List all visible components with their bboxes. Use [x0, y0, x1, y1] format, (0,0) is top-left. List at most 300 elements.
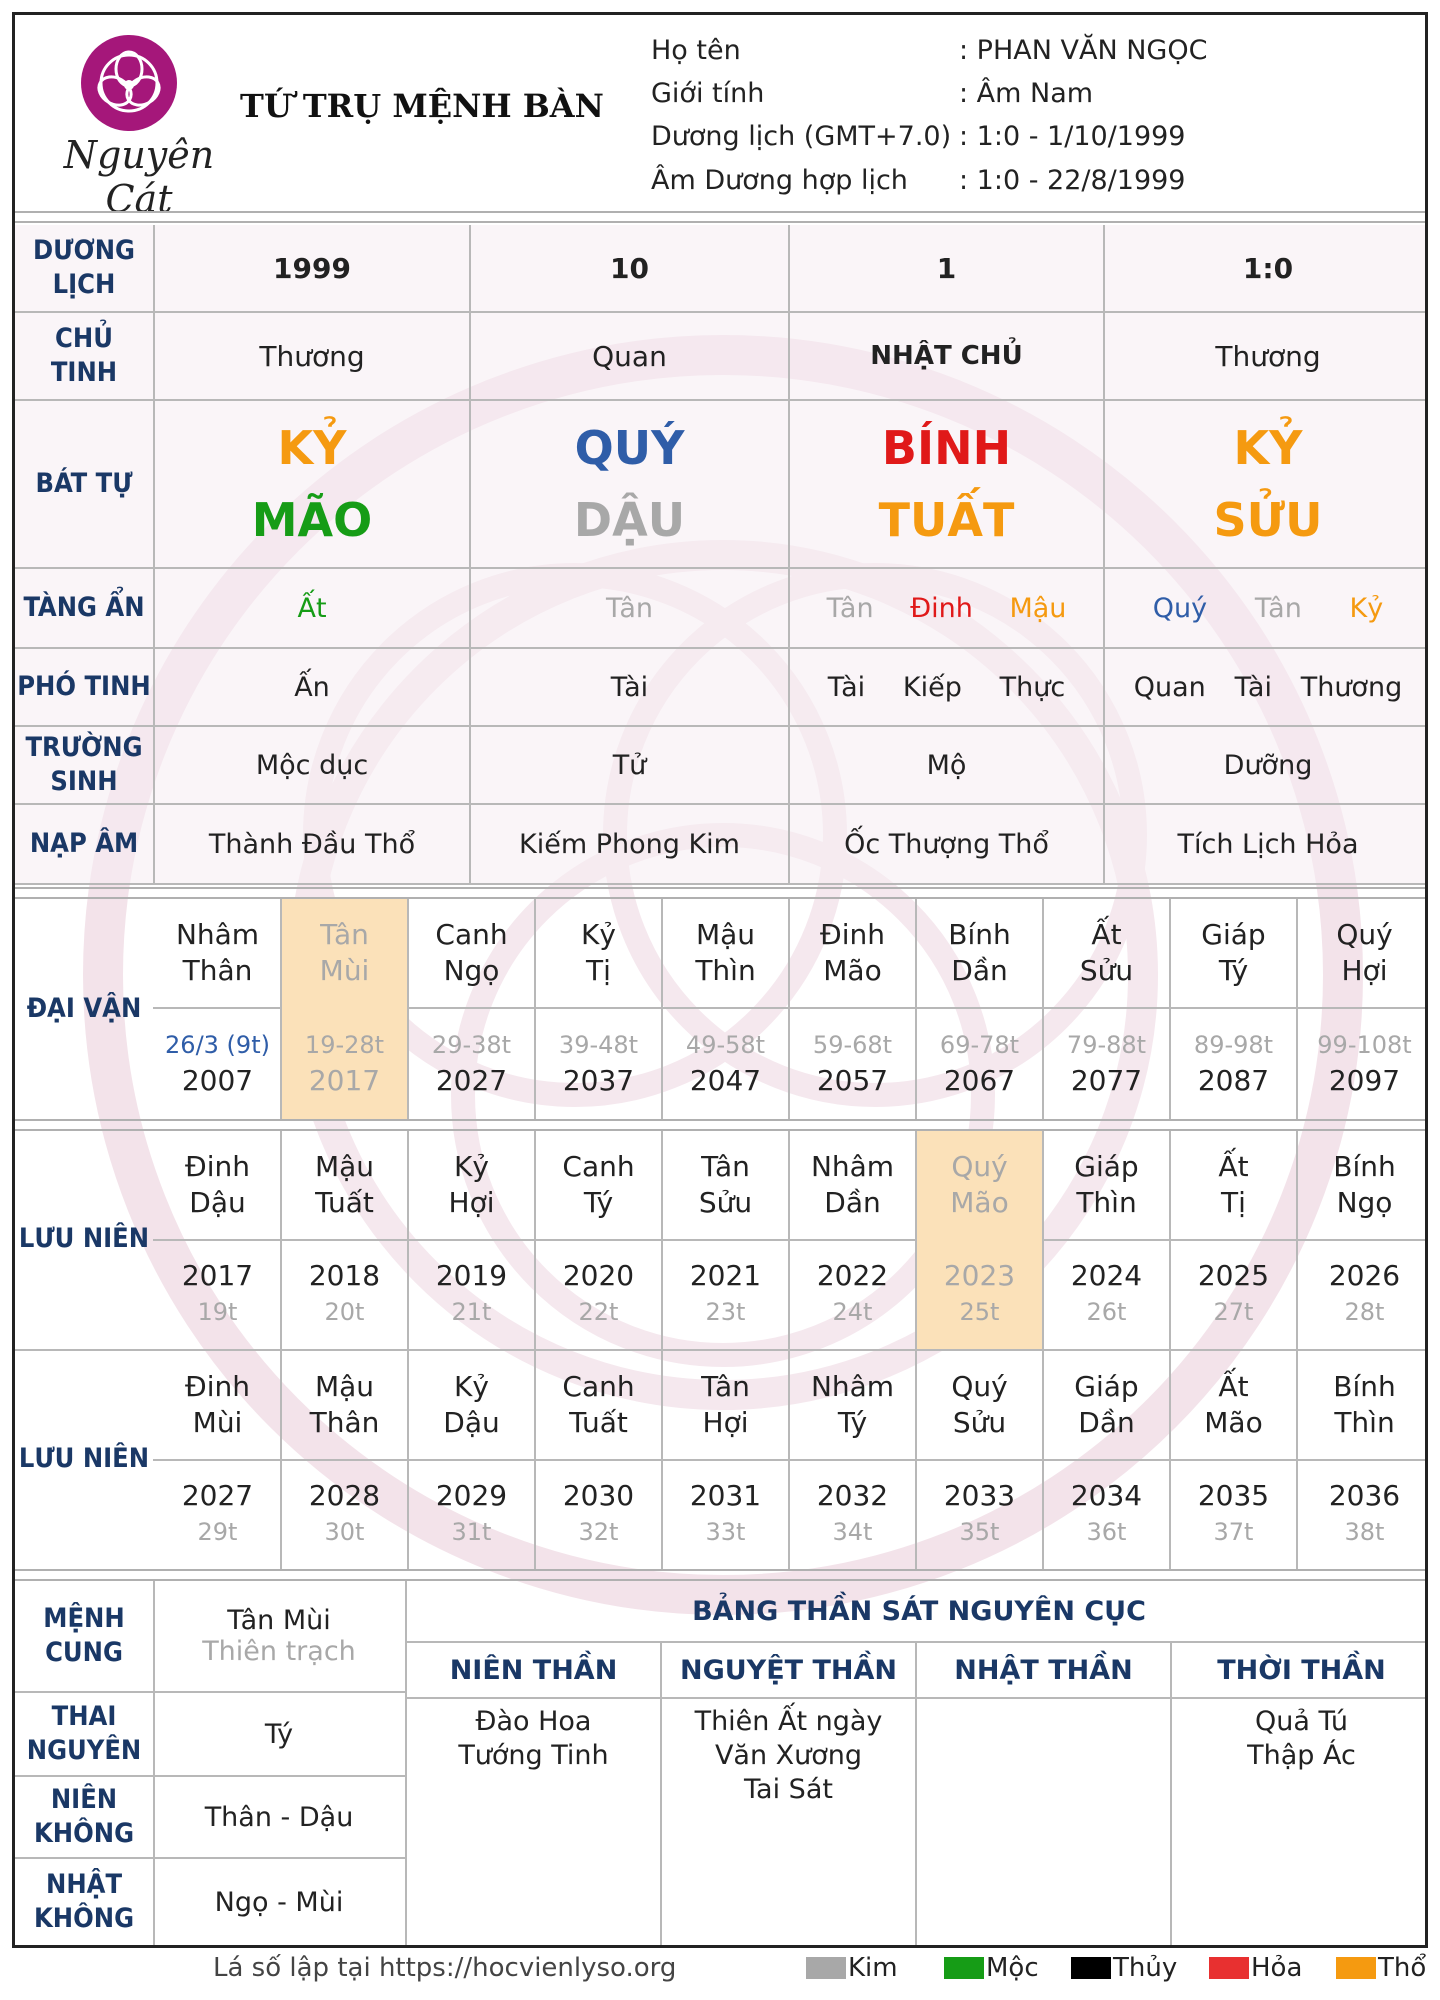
- pillar-nap-am: Ốc Thượng Thổ: [844, 828, 1049, 860]
- dai-van-age: 89-98t: [1193, 1031, 1274, 1059]
- dai-van-stem: Kỷ: [581, 918, 616, 951]
- luu-nien-branch: Dậu: [443, 1406, 500, 1439]
- dai-van-stem-branch: [917, 899, 1042, 1007]
- luu-nien-branch: Ngọ: [1336, 1186, 1393, 1219]
- luu-nien-year-age: [663, 1459, 788, 1569]
- luu-nien-stem: Quý: [951, 1370, 1008, 1403]
- label-nhat-khong-line1: NHẬT: [45, 1869, 123, 1900]
- dai-van-age: 99-108t: [1317, 1031, 1412, 1059]
- luu-nien-year-age: [536, 1459, 661, 1569]
- luu-nien-age: 33t: [705, 1518, 746, 1546]
- luu-nien-branch: Tý: [583, 1186, 614, 1219]
- luu-nien-year: 2030: [562, 1479, 635, 1512]
- luu-nien-branch: Tý: [837, 1406, 868, 1439]
- luu-nien-branch: Tuất: [569, 1406, 628, 1439]
- legend-item: [1071, 1953, 1177, 1983]
- dai-van-stem: Bính: [948, 918, 1011, 951]
- luu-nien-stem: Canh: [562, 1150, 635, 1183]
- luu-nien-branch: Thìn: [1076, 1186, 1137, 1219]
- legend-label: Thổ: [1378, 1953, 1427, 1983]
- pillar-duong-lich: 1999: [273, 251, 351, 285]
- luu-nien-age: 34t: [832, 1518, 873, 1546]
- dai-van-year: 2087: [1197, 1064, 1270, 1097]
- pillar-can: KỶ: [1233, 421, 1303, 475]
- dai-van-stem: Quý: [1336, 918, 1393, 951]
- dai-van-stem-branch: [282, 899, 407, 1007]
- nien-khong-value: Thân - Dậu: [204, 1801, 354, 1833]
- dai-van-year-age: [409, 1007, 534, 1119]
- than-sat-column-title: NHẬT THẦN: [954, 1654, 1133, 1686]
- dai-van-year-age: [1044, 1007, 1169, 1119]
- label-tang-an: TÀNG ẨN: [23, 592, 145, 623]
- pillar-chi: TUẤT: [878, 493, 1015, 547]
- label-luu-nien-1: LƯU NIÊN: [18, 1223, 150, 1254]
- legend-label: Thủy: [1113, 1953, 1178, 1983]
- label-menh-cung-line1: MỆNH: [43, 1603, 125, 1634]
- luu-nien-branch: Hợi: [448, 1186, 495, 1219]
- info-label-gender: Giới tính: [651, 78, 765, 109]
- dai-van-branch: Tý: [1218, 954, 1249, 987]
- luu-nien-stem: Mậu: [314, 1150, 375, 1183]
- info-label-lunar: Âm Dương hợp lịch: [651, 165, 908, 196]
- luu-nien-stem-branch: [1171, 1131, 1296, 1239]
- luu-nien-stem-branch: [917, 1131, 1042, 1239]
- dai-van-year: 2047: [689, 1064, 762, 1097]
- luu-nien-stem-branch: [1298, 1351, 1428, 1459]
- legend-item: [806, 1953, 898, 1983]
- than-sat-item: Tướng Tinh: [458, 1740, 609, 1771]
- dai-van-top-divider: [15, 887, 1428, 899]
- legend-item: [1336, 1953, 1426, 1983]
- luu-nien-age: 27t: [1213, 1298, 1254, 1326]
- dai-van-stem-branch: [536, 899, 661, 1007]
- than-sat-column-items: [1172, 1705, 1428, 1773]
- pillar-truong-sinh: Mộ: [926, 749, 967, 781]
- dai-van-year-age: [1171, 1007, 1296, 1119]
- luu-nien-year-age: [1171, 1459, 1296, 1569]
- dai-van-year: 2037: [562, 1064, 635, 1097]
- luu-nien-branch: Tuất: [315, 1186, 374, 1219]
- menh-cung-cell: [153, 1581, 405, 1691]
- header-divider: [15, 211, 1428, 223]
- legend-swatch-icon: [944, 1957, 984, 1979]
- luu-nien-branch: Mão: [950, 1186, 1009, 1219]
- than-sat-title: BẢNG THẦN SÁT NGUYÊN CỤC: [692, 1595, 1146, 1627]
- pho-tinh-item: Tài: [610, 671, 649, 703]
- luu-nien-year-age: [409, 1459, 534, 1569]
- luu-nien-stem-branch: [1044, 1351, 1169, 1459]
- luu-nien-stem: Tân: [701, 1150, 750, 1183]
- luu-nien-age: 21t: [451, 1298, 492, 1326]
- tang-an-item: Kỷ: [1349, 592, 1384, 624]
- luu-nien-stem: Đinh: [185, 1370, 250, 1403]
- dai-van-stem-branch: [155, 899, 280, 1007]
- luu-nien-year-age: [663, 1239, 788, 1349]
- label-duong-lich-line1: DƯƠNG: [33, 235, 135, 266]
- dai-van-bottom-divider: [15, 1119, 1428, 1131]
- pillar-can: KỶ: [277, 421, 347, 475]
- label-bat-tu: BÁT TỰ: [35, 468, 133, 499]
- dai-van-age: 79-88t: [1066, 1031, 1147, 1059]
- than-sat-item: Quả Tú: [1255, 1706, 1348, 1737]
- dai-van-branch: Hợi: [1341, 954, 1388, 987]
- pho-tinh-item: Ấn: [294, 671, 330, 703]
- dai-van-branch: Ngọ: [443, 954, 500, 987]
- info-value-solar: : 1:0 - 1/10/1999: [959, 121, 1186, 152]
- tang-an-item: Tân: [826, 592, 874, 624]
- luu-nien-age: 36t: [1086, 1518, 1127, 1546]
- label-truong-sinh-line2: SINH: [50, 766, 118, 797]
- logo-text: Nguyên Cát: [63, 133, 215, 221]
- dai-van-year-age: [536, 1007, 661, 1119]
- dai-van-stem: Canh: [435, 918, 508, 951]
- luu-nien-year: 2035: [1197, 1479, 1270, 1512]
- luu-nien-year-age: [155, 1459, 280, 1569]
- luu-nien-stem: Quý: [951, 1150, 1008, 1183]
- label-pho-tinh: PHÓ TINH: [17, 671, 151, 702]
- luu-nien-stem: Mậu: [314, 1370, 375, 1403]
- luu-nien-stem-branch: [790, 1351, 915, 1459]
- label-truong-sinh: [15, 727, 153, 803]
- luu-nien-age: 23t: [705, 1298, 746, 1326]
- pillar-truong-sinh: Tử: [612, 749, 647, 781]
- pillar-can: BÍNH: [881, 421, 1012, 475]
- info-label-solar: Dương lịch (GMT+7.0): [651, 121, 952, 152]
- pillar-duong-lich: 1:0: [1242, 251, 1294, 285]
- pillar-chu-tinh: Quan: [592, 339, 667, 373]
- pillar-nap-am: Tích Lịch Hỏa: [1177, 828, 1359, 860]
- label-chu-tinh-line2: TINH: [50, 357, 118, 388]
- legend-swatch-icon: [1071, 1957, 1111, 1979]
- info-value-gender: : Âm Nam: [959, 78, 1094, 109]
- dai-van-age: 69-78t: [939, 1031, 1020, 1059]
- than-sat-item: Thiên Ất ngày: [694, 1706, 883, 1737]
- pillar-tang-an: [471, 569, 788, 647]
- luu-nien-year: 2023: [943, 1259, 1016, 1292]
- dai-van-year-age: [1298, 1007, 1428, 1119]
- dai-van-year: 2057: [816, 1064, 889, 1097]
- dai-van-stem: Ất: [1091, 918, 1122, 951]
- luu-nien-branch: Hợi: [702, 1406, 749, 1439]
- luu-nien-branch: Sửu: [952, 1406, 1007, 1439]
- dai-van-stem-branch: [1298, 899, 1428, 1007]
- dai-van-branch: Thìn: [695, 954, 756, 987]
- luu-nien-age: 31t: [451, 1518, 492, 1546]
- pillar-can: QUÝ: [574, 421, 685, 475]
- luu-nien-year: 2028: [308, 1479, 381, 1512]
- than-sat-column-title: NIÊN THẦN: [449, 1654, 618, 1686]
- lotus-logo-icon: [79, 33, 179, 133]
- pillar-truong-sinh: Dưỡng: [1223, 749, 1313, 781]
- label-chu-tinh: [15, 313, 153, 399]
- luu-nien-year: 2018: [308, 1259, 381, 1292]
- dai-van-age: 26/3 (9t): [165, 1031, 270, 1059]
- luu-nien-year-age: [1298, 1239, 1428, 1349]
- luu-nien-stem: Giáp: [1074, 1370, 1139, 1403]
- legend-label: Kim: [848, 1953, 898, 1983]
- luu-nien-age: 28t: [1344, 1298, 1385, 1326]
- luu-nien-age: 30t: [324, 1518, 365, 1546]
- tang-an-item: Mậu: [1009, 592, 1067, 624]
- legend-label: Mộc: [986, 1953, 1039, 1983]
- luu-nien-stem: Bính: [1333, 1150, 1396, 1183]
- dai-van-year: 2017: [308, 1064, 381, 1097]
- pillar-chi: MÃO: [251, 493, 373, 547]
- thai-nguyen-value: Tý: [264, 1718, 294, 1750]
- nhat-khong-value: Ngọ - Mùi: [214, 1886, 344, 1918]
- luu-nien-year: 2025: [1197, 1259, 1270, 1292]
- luu-nien-year: 2036: [1328, 1479, 1401, 1512]
- label-thai-nguyen-line2: NGUYÊN: [26, 1735, 142, 1766]
- luu-nien-year-age: [282, 1239, 407, 1349]
- luu-nien-stem-branch: [282, 1351, 407, 1459]
- label-nap-am: NẠP ÂM: [29, 828, 139, 859]
- pillar-pho-tinh: [155, 649, 469, 725]
- legend-item: [1209, 1953, 1302, 1983]
- than-sat-column-items: [407, 1705, 660, 1773]
- than-sat-column-items: [662, 1705, 915, 1807]
- dai-van-year: 2007: [181, 1064, 254, 1097]
- pillar-nap-am: Kiếm Phong Kim: [519, 828, 740, 860]
- dai-van-stem-branch: [790, 899, 915, 1007]
- luu-nien-branch: Thìn: [1334, 1406, 1395, 1439]
- luu-nien-year: 2021: [689, 1259, 762, 1292]
- luu-nien-age: 29t: [197, 1518, 238, 1546]
- luu-nien-branch: Thân: [309, 1406, 380, 1439]
- luu-nien-year-age: [1298, 1459, 1428, 1569]
- legend-swatch-icon: [806, 1957, 846, 1979]
- luu-nien-branch: Mão: [1204, 1406, 1263, 1439]
- luu-nien-year-age: [282, 1459, 407, 1569]
- chart-frame: [12, 12, 1428, 1948]
- pillar-duong-lich: 10: [610, 251, 649, 285]
- label-nien-khong-line2: KHÔNG: [33, 1818, 135, 1849]
- dai-van-year-age: [282, 1007, 407, 1119]
- pillar-tang-an: [790, 569, 1103, 647]
- luu-nien-year-age: [790, 1459, 915, 1569]
- pillar-bat-tu: [790, 401, 1103, 567]
- luu-nien-stem-branch: [536, 1351, 661, 1459]
- label-thai-nguyen: [15, 1693, 153, 1775]
- luu-nien-age: 20t: [324, 1298, 365, 1326]
- tang-an-item: Đinh: [910, 592, 973, 624]
- luu-nien-year-age: [155, 1239, 280, 1349]
- footer-text: Lá số lập tại https://hocvienlyso.org: [213, 1953, 677, 1983]
- dai-van-branch: Mùi: [319, 954, 370, 987]
- dai-van-age: 29-38t: [431, 1031, 512, 1059]
- luu-nien-branch: Tị: [1221, 1186, 1246, 1219]
- luu-nien-branch: Dậu: [189, 1186, 246, 1219]
- label-menh-cung: [15, 1581, 153, 1691]
- luu-nien-year-age: [1044, 1459, 1169, 1569]
- than-sat-item: Tai Sát: [744, 1774, 833, 1805]
- label-thai-nguyen-line1: THAI: [51, 1701, 117, 1732]
- than-sat-column-title: THỜI THẦN: [1217, 1654, 1386, 1686]
- dai-van-stem: Nhâm: [175, 918, 260, 951]
- luu-nien-year-age: [917, 1239, 1042, 1349]
- label-nhat-khong-line2: KHÔNG: [33, 1903, 135, 1934]
- dai-van-year: 2067: [943, 1064, 1016, 1097]
- label-duong-lich-line2: LỊCH: [52, 269, 116, 300]
- dai-van-year-age: [155, 1007, 280, 1119]
- dai-van-year: 2097: [1328, 1064, 1401, 1097]
- luu-nien-branch: Dần: [824, 1186, 881, 1219]
- luu-nien-age: 25t: [959, 1298, 1000, 1326]
- luu-nien-stem: Kỷ: [454, 1370, 489, 1403]
- pillar-nap-am: Thành Đầu Thổ: [208, 828, 416, 860]
- label-menh-cung-line2: CUNG: [45, 1637, 123, 1668]
- pillar-truong-sinh: Mộc dục: [255, 749, 369, 781]
- luu-nien-stem-branch: [155, 1351, 280, 1459]
- dai-van-age: 59-68t: [812, 1031, 893, 1059]
- legend-swatch-icon: [1336, 1957, 1376, 1979]
- label-nien-khong-line1: NIÊN: [50, 1784, 118, 1815]
- luu-nien-stem-branch: [536, 1131, 661, 1239]
- luu-nien-year: 2031: [689, 1479, 762, 1512]
- luu-nien-year: 2027: [181, 1479, 254, 1512]
- dai-van-stem-branch: [1044, 899, 1169, 1007]
- dai-van-branch: Thân: [182, 954, 253, 987]
- luu-nien-stem: Ất: [1218, 1150, 1249, 1183]
- luu-nien-year: 2033: [943, 1479, 1016, 1512]
- dai-van-stem: Tân: [320, 918, 369, 951]
- luu-nien-stem: Đinh: [185, 1150, 250, 1183]
- than-sat-item: Đào Hoa: [475, 1706, 592, 1737]
- luu-nien-year-age: [1171, 1239, 1296, 1349]
- luu-nien-branch: Sửu: [698, 1186, 753, 1219]
- luu-nien-stem: Canh: [562, 1370, 635, 1403]
- luu-nien-age: 37t: [1213, 1518, 1254, 1546]
- logo: [79, 33, 179, 133]
- legend-label: Hỏa: [1251, 1953, 1303, 1983]
- luu-nien-year-age: [536, 1239, 661, 1349]
- luu-nien-stem-branch: [663, 1131, 788, 1239]
- luu-nien-bottom-divider: [15, 1569, 1428, 1581]
- luu-nien-stem: Bính: [1333, 1370, 1396, 1403]
- dai-van-stem: Mậu: [695, 918, 756, 951]
- pillar-chu-tinh: Thương: [259, 339, 365, 373]
- luu-nien-year: 2020: [562, 1259, 635, 1292]
- luu-nien-stem-branch: [155, 1131, 280, 1239]
- pillar-chi: DẬU: [573, 493, 686, 547]
- label-truong-sinh-line1: TRƯỜNG: [25, 732, 143, 763]
- info-value-name: : PHAN VĂN NGỌC: [959, 35, 1208, 66]
- dai-van-branch: Mão: [823, 954, 882, 987]
- luu-nien-year: 2019: [435, 1259, 508, 1292]
- label-duong-lich: [15, 225, 153, 311]
- luu-nien-year: 2017: [181, 1259, 254, 1292]
- legend-item: [944, 1953, 1039, 1983]
- label-nien-khong: [15, 1777, 153, 1857]
- dai-van-branch: Tị: [586, 954, 611, 987]
- pillar-duong-lich: 1: [936, 251, 957, 285]
- luu-nien-stem-branch: [663, 1351, 788, 1459]
- luu-nien-age: 19t: [197, 1298, 238, 1326]
- info-label-name: Họ tên: [651, 35, 741, 66]
- pho-tinh-item: Tài: [1234, 671, 1272, 703]
- luu-nien-year: 2032: [816, 1479, 889, 1512]
- luu-nien-stem-branch: [1171, 1351, 1296, 1459]
- pillar-bat-tu: [155, 401, 469, 567]
- legend-swatch-icon: [1209, 1957, 1249, 1979]
- luu-nien-stem-branch: [409, 1131, 534, 1239]
- luu-nien-year-age: [1044, 1239, 1169, 1349]
- than-sat-column-title: NGUYỆT THẦN: [679, 1654, 897, 1686]
- pillar-tang-an: [155, 569, 469, 647]
- luu-nien-stem-branch: [409, 1351, 534, 1459]
- dai-van-year: 2027: [435, 1064, 508, 1097]
- dai-van-age: 39-48t: [558, 1031, 639, 1059]
- pillar-chi: SỬU: [1213, 493, 1323, 547]
- luu-nien-age: 32t: [578, 1518, 619, 1546]
- luu-nien-stem-branch: [790, 1131, 915, 1239]
- luu-nien-branch: Dần: [1078, 1406, 1135, 1439]
- label-nhat-khong: [15, 1859, 153, 1945]
- page-title: TỨ TRỤ MỆNH BÀN: [240, 87, 604, 125]
- luu-nien-year: 2029: [435, 1479, 508, 1512]
- label-chu-tinh-line1: CHỦ: [55, 323, 113, 354]
- luu-nien-age: 38t: [1344, 1518, 1385, 1546]
- luu-nien-year-age: [409, 1239, 534, 1349]
- luu-nien-year: 2034: [1070, 1479, 1143, 1512]
- luu-nien-branch: Mùi: [192, 1406, 243, 1439]
- pho-tinh-item: Quan: [1133, 671, 1206, 703]
- pho-tinh-item: Tài: [827, 671, 866, 703]
- luu-nien-stem: Giáp: [1074, 1150, 1139, 1183]
- luu-nien-stem: Nhâm: [810, 1370, 895, 1403]
- luu-nien-stem-branch: [282, 1131, 407, 1239]
- label-dai-van: ĐẠI VẬN: [26, 993, 142, 1024]
- pillar-chu-tinh: Thương: [1215, 339, 1321, 373]
- dai-van-stem-branch: [663, 899, 788, 1007]
- than-sat-item: Thập Ác: [1247, 1740, 1356, 1771]
- luu-nien-year: 2022: [816, 1259, 889, 1292]
- pillar-pho-tinh: [1105, 649, 1428, 725]
- tang-an-item: Tân: [606, 592, 653, 624]
- than-sat-item: Văn Xương: [714, 1740, 863, 1771]
- luu-nien-stem: Nhâm: [810, 1150, 895, 1183]
- pillar-bat-tu: [1105, 401, 1428, 567]
- luu-nien-year: 2026: [1328, 1259, 1401, 1292]
- luu-nien-stem-branch: [917, 1351, 1042, 1459]
- info-value-lunar: : 1:0 - 22/8/1999: [959, 165, 1186, 196]
- luu-nien-year-age: [917, 1459, 1042, 1569]
- dai-van-branch: Sửu: [1079, 954, 1134, 987]
- luu-nien-year: 2024: [1070, 1259, 1143, 1292]
- dai-van-stem: Đinh: [820, 918, 885, 951]
- menh-cung-sub: Thiên trạch: [202, 1636, 356, 1667]
- tang-an-item: Quý: [1152, 592, 1208, 624]
- dai-van-stem-branch: [1171, 899, 1296, 1007]
- dai-van-year-age: [917, 1007, 1042, 1119]
- dai-van-year-age: [790, 1007, 915, 1119]
- luu-nien-stem-branch: [1044, 1131, 1169, 1239]
- luu-nien-stem: Kỷ: [454, 1150, 489, 1183]
- tang-an-item: Tân: [1254, 592, 1302, 624]
- menh-cung-value: Tân Mùi: [227, 1605, 331, 1636]
- luu-nien-stem: Ất: [1218, 1370, 1249, 1403]
- luu-nien-age: 26t: [1086, 1298, 1127, 1326]
- luu-nien-age: 24t: [832, 1298, 873, 1326]
- tang-an-item: Ất: [297, 592, 327, 624]
- pho-tinh-item: Kiếp: [902, 671, 962, 703]
- pillar-tang-an: [1105, 569, 1428, 647]
- luu-nien-age: 22t: [578, 1298, 619, 1326]
- dai-van-stem: Giáp: [1201, 918, 1266, 951]
- dai-van-branch: Dần: [951, 954, 1008, 987]
- pho-tinh-item: Thương: [1300, 671, 1403, 703]
- label-luu-nien-2: LƯU NIÊN: [18, 1443, 150, 1474]
